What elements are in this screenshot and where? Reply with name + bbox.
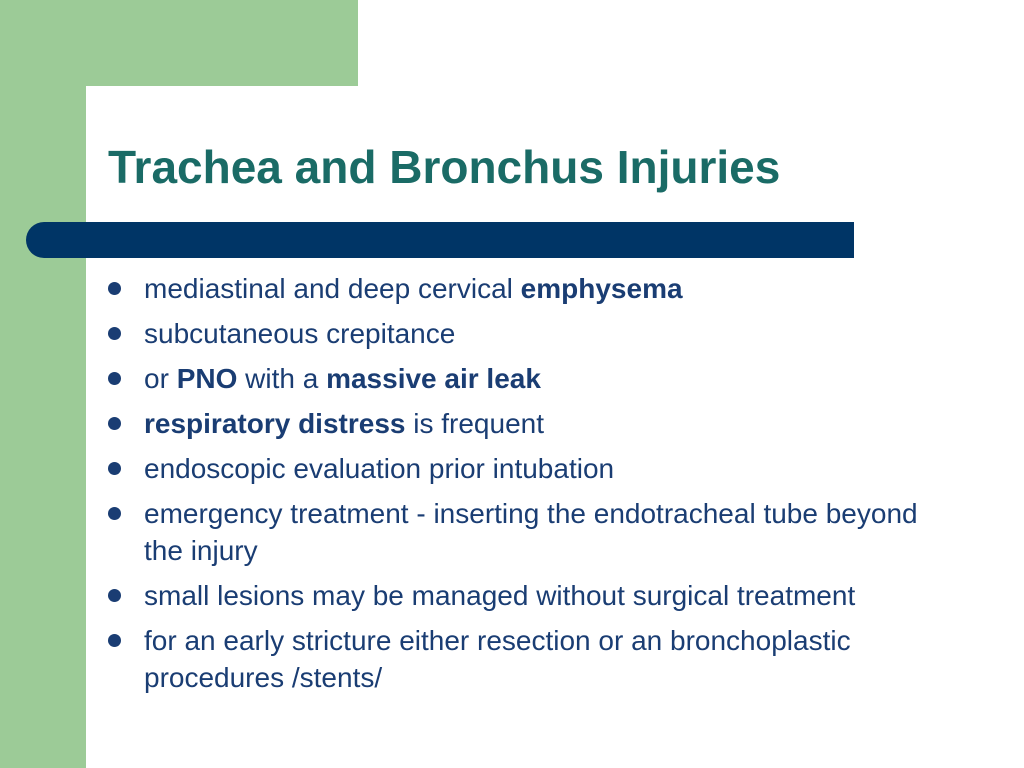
bullet-item	[108, 270, 928, 307]
bullet-bold-text: massive air leak	[326, 363, 541, 394]
bullet-bold-text: emphysema	[520, 273, 683, 304]
bullet-text: subcutaneous crepitance	[144, 318, 456, 349]
bullet-dot-icon	[108, 634, 121, 647]
bullet-item	[108, 495, 928, 569]
bullet-item	[108, 315, 928, 352]
slide-title: Trachea and Bronchus Injuries	[108, 141, 781, 193]
bullet-dot-icon	[108, 462, 121, 475]
bullet-text: endoscopic evaluation prior intubation	[144, 453, 615, 484]
bullet-item	[108, 577, 928, 614]
bullet-item	[108, 450, 928, 487]
bullet-dot-icon	[108, 372, 121, 385]
bullet-dot-icon	[108, 282, 121, 295]
green-band-top	[0, 0, 358, 86]
bullet-text: for an early stricture either resection or an bronchoplastic procedures /stents/	[144, 625, 851, 693]
bullet-text: or	[144, 363, 177, 394]
bullet-bold-text: PNO	[176, 363, 238, 394]
bullet-text: small lesions may be managed without surgical treatment	[144, 580, 856, 611]
bullet-text: emergency treatment - inserting the endotracheal tube beyond the injury	[144, 498, 918, 566]
bullet-text: is frequent	[405, 408, 544, 439]
bullet-bold-text: respiratory distress	[144, 408, 406, 439]
bullet-dot-icon	[108, 507, 121, 520]
green-band-left	[0, 0, 86, 768]
bullet-list	[108, 270, 928, 704]
bullet-item	[108, 405, 928, 442]
bullet-dot-icon	[108, 327, 121, 340]
bullet-dot-icon	[108, 589, 121, 602]
bullet-item	[108, 622, 928, 696]
bullet-text: mediastinal and deep cervical	[144, 273, 521, 304]
bullet-item	[108, 360, 928, 397]
bullet-dot-icon	[108, 417, 121, 430]
title-underline-bar	[26, 222, 854, 258]
bullet-text: with a	[237, 363, 327, 394]
